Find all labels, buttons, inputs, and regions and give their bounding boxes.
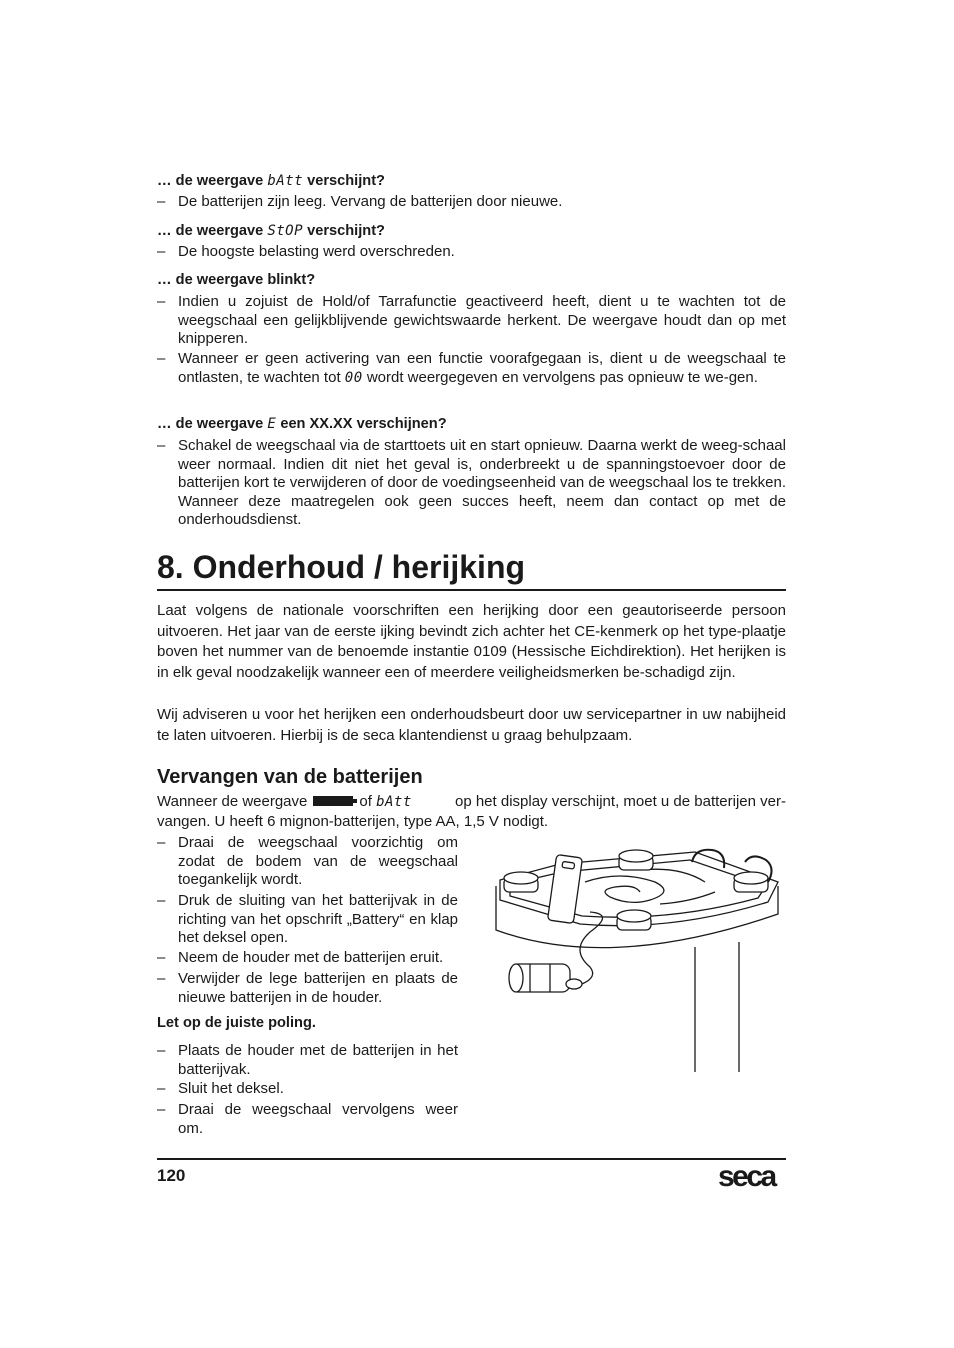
answer-text	[178, 350, 786, 387]
step-text: Plaats de houder met de batterijen in het batterijvak.	[178, 1042, 458, 1078]
page-number: 120	[157, 1166, 186, 1185]
section-paragraph-1: Laat volgens de nationale voorschriften een herijking door een geautoriseerde persoon uitvoeren. Het jaar van de eerste ijking bevindt zich achter het CE-kenmerk op het type-plaatje boven het nummer van de benoemde instantie 0109 (Hessische Eichdirektion). Het herijken is in elk geval noodzakelijk wanneer een of meerdere veiligheidsmerken be-schadigd zijn.	[157, 602, 786, 681]
subsection-title: Vervangen van de batterijen	[157, 766, 423, 788]
display-code: 00	[344, 369, 363, 386]
step-text: Verwijder de lege batterijen en plaats de nieuwe batterijen in de houder.	[178, 970, 458, 1006]
question-text: … de weergave	[157, 173, 264, 189]
step-text: Draai de weegschaal voorzichtig om zodat de bodem van de weegschaal toegankelijk wordt.	[178, 834, 458, 889]
dash: –	[157, 892, 166, 909]
intro-line-1	[157, 792, 786, 812]
dash: –	[157, 350, 166, 367]
step-2	[157, 892, 458, 948]
intro-text: op het display verschijnt, moet u de batterijen ver-	[454, 793, 786, 810]
dash: –	[157, 243, 166, 260]
answer-text: Schakel de weegschaal via de starttoets uit en start opnieuw. Daarna werkt de weeg-schaal weer normaal. Indien dit niet het geval is, onderbreekt u de spanningstoevoer door de batterijen kort te verwijderen of door de voedingseenheid van de weegschaal los te trekken. Wanneer deze maatregelen ook geen succes heeft, neem dan contact op met de onderhoudsdienst.	[178, 437, 786, 529]
step-1	[157, 834, 458, 890]
dash: –	[157, 970, 166, 987]
subsection-intro	[157, 792, 786, 832]
display-code: StOP	[267, 223, 304, 239]
answer-blink-1	[157, 293, 786, 349]
dash: –	[157, 834, 166, 851]
intro-line-2: vangen. U heeft 6 mignon-batterijen, type AA, 1,5 V nodigt.	[157, 813, 549, 830]
battery-empty-icon	[313, 796, 353, 806]
dash: –	[157, 1080, 166, 1097]
question-batt	[157, 172, 385, 190]
answer-batt	[157, 193, 786, 212]
answer-text-part: wordt weergegeven en vervolgens pas opnieuw te we-gen.	[366, 368, 758, 386]
intro-text: of	[359, 793, 372, 810]
seca-logo: seca	[718, 1160, 775, 1193]
step-7	[157, 1101, 458, 1138]
step-6	[157, 1080, 458, 1099]
intro-text: Wanneer de weergave	[157, 793, 308, 810]
step-text: Druk de sluiting van het batterijvak in de richting van het opschrift „Battery“ en klap het deksel open.	[178, 892, 458, 947]
dash: –	[157, 193, 166, 210]
question-blink	[157, 271, 315, 289]
dash: –	[157, 1101, 166, 1118]
question-stop	[157, 222, 385, 240]
section-title: 8. Onderhoud / herijking	[157, 549, 526, 585]
dash: –	[157, 293, 166, 310]
display-code: E	[267, 416, 277, 432]
question-text: … de weergave	[157, 223, 264, 239]
answer-error	[157, 437, 786, 530]
step-5	[157, 1042, 458, 1079]
question-text: … de weergave	[157, 416, 264, 432]
question-text: verschijnt?	[307, 173, 385, 189]
answer-text-part: Wanneer er geen activering van een functie voorafgegaan is, dient u de weegschaal te ontlasten, te wachten tot	[178, 350, 786, 386]
step-4	[157, 970, 458, 1007]
display-code: bAtt	[267, 173, 304, 189]
polarity-note: Let op de juiste poling.	[157, 1015, 316, 1031]
step-text: Sluit het deksel.	[178, 1080, 284, 1097]
scale-battery-illustration	[490, 842, 790, 1077]
dash: –	[157, 949, 166, 966]
question-text: verschijnt?	[307, 223, 385, 239]
step-3	[157, 949, 458, 968]
answer-text: De hoogste belasting werd overschreden.	[178, 243, 455, 260]
answer-text: De batterijen zijn leeg. Vervang de batterijen door nieuwe.	[178, 193, 563, 210]
question-text: … de weergave blinkt?	[157, 272, 316, 288]
section-divider	[157, 589, 786, 591]
step-text: Neem de houder met de batterijen eruit.	[178, 949, 444, 966]
intro-text-part	[157, 792, 412, 812]
answer-blink-2	[157, 350, 786, 387]
display-code: bAtt	[376, 794, 412, 810]
question-text: een XX.XX verschijnen?	[280, 416, 447, 432]
dash: –	[157, 1042, 166, 1059]
answer-text: Indien u zojuist de Hold/of Tarrafunctie geactiveerd heeft, dient u te wachten tot de weegschaal een gelijkblijvende gewichtswaarde herkent. De weergave houdt dan op met knipperen.	[178, 293, 786, 348]
dash: –	[157, 437, 166, 454]
step-text: Draai de weegschaal vervolgens weer om.	[178, 1101, 458, 1137]
question-error	[157, 415, 447, 433]
footer-divider	[157, 1158, 786, 1160]
answer-stop	[157, 243, 786, 262]
section-paragraph-2: Wij adviseren u voor het herijken een onderhoudsbeurt door uw servicepartner in uw nabijheid te laten uitvoeren. Hierbij is de seca klantendienst u graag behulpzaam.	[157, 706, 786, 744]
